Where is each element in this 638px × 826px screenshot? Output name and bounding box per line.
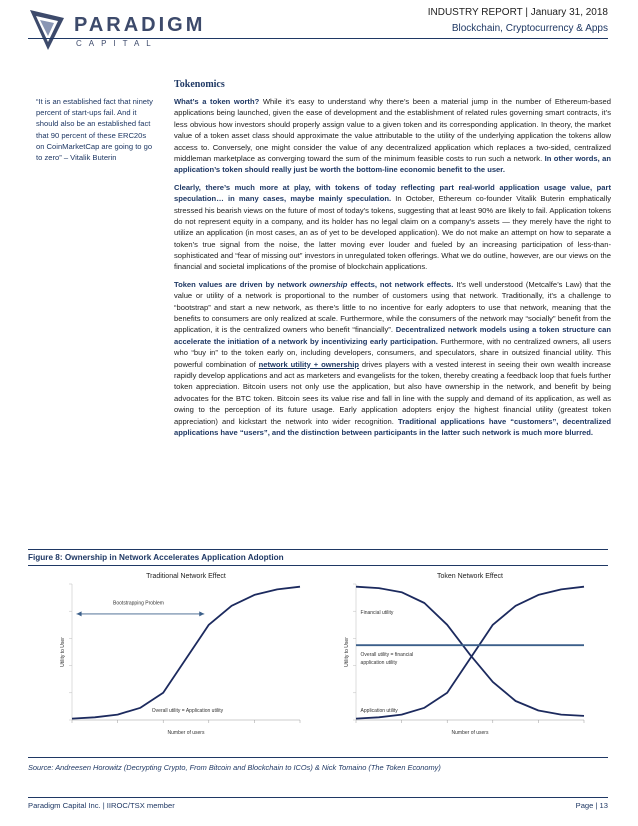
figure-title-rule — [28, 565, 608, 566]
chart-title: Token Network Effect — [436, 573, 504, 580]
paragraph-2 — [174, 182, 611, 273]
p3-lead1: Token values are driven by network — [174, 279, 310, 289]
p1-lead: What’s a token worth? — [174, 97, 260, 106]
report-line: INDUSTRY REPORT | January 31, 2018 — [427, 7, 608, 18]
annotation-overall-utility-line2: application utility — [360, 660, 398, 667]
paragraph-3 — [174, 279, 611, 438]
x-axis-label: Number of users — [451, 730, 489, 736]
header-rule — [28, 38, 608, 39]
y-axis-label: Utility to User — [344, 637, 350, 667]
p3-lead2: effects, not network effects. — [347, 279, 454, 289]
footer-left: Paradigm Capital Inc. | IIROC/TSX member — [28, 801, 175, 810]
p2-lead: Clearly, there’s much more at play, with tokens of today reflecting part real-world application usage value, part speculation… in many cases, maybe mainly speculation. — [174, 182, 611, 204]
p3-underlined: network utility + ownership — [258, 359, 360, 369]
main-content — [174, 79, 611, 444]
sidebar-quote: “It is an established fact that ninety percent of start-ups fail. And it should also be an established fact that 90 percent of these ERC20s on CoinMarketCap are going to go to zero” – Vitalik Buterin — [36, 97, 153, 163]
p3-bold1: Decentralized network models using a token structure can accelerate the initiation of a network by incentivizing early participation. — [174, 325, 611, 346]
annotation-overall-utility-line1: Overall utility = financial — [360, 652, 414, 659]
report-subtitle: Blockchain, Cryptocurrency & Apps — [451, 23, 608, 34]
p1-body: While it’s easy to understand why there’s been a material jump in the number of Ethereum-based applications being launched, given the ease of development and the establishment of related rules governing smart contracts, it’s less obvious how investors should properly assign value to a given token and its corresponding application. In theory, the market value of a token asset class should approximate the value attributable to the utility of the underlying application the tokens allow access to. Conversely, one might consider the value of any decentralized application which replaces a two-sided, centralized middleman marketplace as converging toward the sum of the minimum feasible costs to run such a network. — [174, 97, 611, 163]
brand-sub: CAPITAL — [76, 39, 158, 48]
figure-title: Figure 8: Ownership in Network Accelerates Application Adoption — [28, 553, 284, 562]
chart-token — [340, 570, 594, 740]
annotation-bootstrapping: Bootstrapping Problem — [113, 600, 164, 607]
chart-traditional-svg — [56, 570, 310, 740]
p3-body-b: Furthermore, with no centralized owners, all users who “buy in” to the token early on, including developers, consumers, and speculators, share in outsized financial utility. This powerful combination of — [174, 336, 611, 369]
footer-page-number: Page | 13 — [575, 801, 608, 810]
figure-source: Source: Andreesen Horowitz (Decrypting Crypto, From Bitcoin and Blockchain to ICOs) & Nick Tomaino (The Token Economy) — [28, 763, 441, 772]
brand-name: PARADIGM — [74, 14, 206, 36]
bootstrapping-arrowhead-left — [77, 611, 82, 616]
p3-lead-italic: ownership — [309, 279, 348, 289]
chart-title: Traditional Network Effect — [146, 573, 226, 580]
figure-bottom-rule — [28, 757, 608, 758]
section-title: Tokenomics — [174, 79, 225, 90]
p3-bold-end: Traditional applications have “customers”, decentralized applications have “users”, and the distinction between participants in the latter such network is much more blurred. — [174, 416, 611, 437]
bootstrapping-arrowhead-right — [199, 611, 204, 616]
y-axis-label: Utility to User — [60, 637, 66, 667]
p3-body-a: It’s well understood (Metcalfe’s Law) that the value or utility of a network is proportional to the number of customers using that network. Traditionally, it’s a challenge to “bootstrap” and start a new network, as there’s little to no incentive for early adopters to use that network, meaning that the benefits to consumers are only realized at scale. Furthermore, while the consumers of the network may “socially” benefit from the application, it is the centralized owners who benefit “financially”. — [174, 279, 612, 335]
p1-bold-end: In other words, an application’s token should really just be worth the bottom-line economic benefit to the user. — [174, 153, 611, 175]
annotation-overall-utility: Overall utility = Application utility — [151, 707, 224, 714]
x-axis-label: Number of users — [167, 730, 205, 736]
annotation-financial-utility: Financial utility — [360, 609, 394, 616]
footer-rule — [28, 797, 608, 798]
annotation-application-utility: Application utility — [360, 707, 398, 714]
figure-top-rule — [28, 549, 608, 550]
p3-body-c: drives players with a vested interest in seeing their own wealth increase rapidly develop applications and act as marketers and evangelists for the token, thereby creating a feedback loop that fuels further token appreciation. Bitcoin users not only use the application, but also have ownership in the network, and benefit by being advocates for the BTC token. Bitcoin sees its value rise and fall in line with the supply and demand of its application, as well as owing to the perception of its future usage. Early application adopters enjoy the highest financial utility (greatest token appreciation) and kickstart the network into wider recognition. — [174, 359, 611, 426]
p2-body: In October, Ethereum co-founder Vitalik Buterin emphatically stressed his bearish views on the future of most of today’s tokens, suggesting that at least 90% are likely to fail. Application tokens do not represent equity in a company, and its holder has no legal claim on a company’s assets — they merely have the right to utilize an application (in most cases, an as of yet to be developed application). We do not make an attempt on how to separate a token’s true signal from the noise, the latter moving ever louder and fueled by an increasing participation of less-than-sophisticated and “fear of missing out” investors in unregulated token offerings. What we do outline, however, are our views on the financial and societal implications of the promise of blockchain applications. — [174, 194, 611, 272]
chart-traditional — [56, 570, 310, 740]
traditional-utility-line — [72, 587, 300, 719]
chart-token-svg — [340, 570, 594, 740]
paragraph-1 — [174, 96, 611, 176]
paradigm-logo — [28, 8, 206, 52]
paradigm-logo-icon — [28, 8, 66, 52]
